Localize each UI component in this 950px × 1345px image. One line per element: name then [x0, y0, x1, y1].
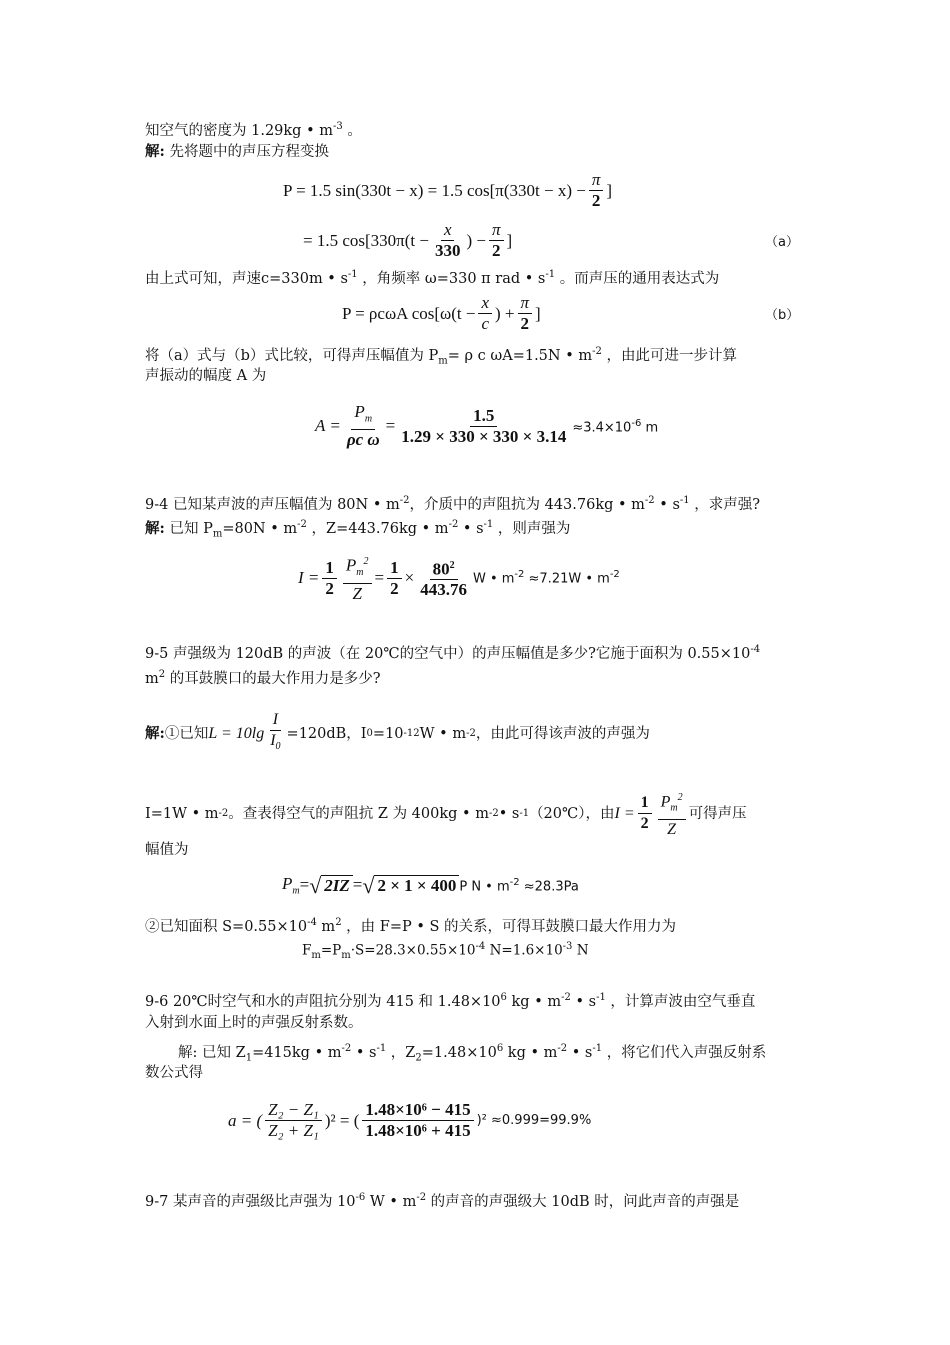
text-line: ②已知面积 $S=0.55\times 10^{-4}$ $m^2$ ，由 F=P • S 的关系，可得耳鼓膜口最大作用力为 — [145, 917, 677, 935]
text-line: 将（a）式与（b）式比较，可得声压幅值为 $P_m= \rho$ c ωA=1.5N • $m^{-2}$ ，由此可进一步计算 — [145, 346, 737, 367]
text-line: 幅值为 — [145, 842, 189, 858]
equation-tag-a: （a） — [765, 235, 799, 250]
equation-tag-b: （b） — [765, 308, 800, 323]
equation-1: P = 1.5 sin(330t − x) = 1.5 cos[π(330t − x) − $\frac{\pi}{2}$ ] — [283, 170, 613, 210]
equation-intensity: I = $\frac{1}{2}$ $\frac{P_m^2}{Z}$ = $\frac{1}{2}$ × $\frac{80^2}{443.76}$ W • $m^{-2} \approx 7.21W$ • $m^{-2}$ — [298, 552, 620, 604]
text-line: 数公式得 — [145, 1065, 203, 1081]
text-line: 入射到水面上时的声强反射系数。 — [145, 1015, 363, 1031]
text-line: 解: 先将题中的声压方程变换 — [145, 143, 329, 160]
equation-amplitude: A = $\frac{P_m}{\text{ρc ω}}$ = $\frac{1.5}{1.29 \times 330 \times 330 \times 3.14}$ $\approx 3.4\times 10^{-6}$ m — [315, 402, 659, 450]
text-line: 9-6 20℃时空气和水的声阻抗分别为 415 和 $1.48\times 10^6$ kg • $m^{-2}$ • $s^{-1}$ ，计算声波由空气垂直 — [145, 992, 756, 1010]
text-line: 知空气的密度为 1.29kg • $m^{-3}$ 。 — [145, 121, 362, 139]
text-line: 由上式可知，声速c=330m • $s^{-1}$ ，角频率 ω=330 π rad • $s^{-1}$ 。而声压的通用表达式为 — [145, 269, 720, 287]
equation-pressure-amplitude: $P_m$ = √ 2IZ = √ 2 × 1 × 400 P N • $m^{-2} \approx 28.3Pa$ — [282, 872, 579, 898]
text-line: $F_m=P_m\cdot S=28.3\times 0.55\times 10^{-4}$ $N=1.6\times 10^{-3}$ N — [302, 941, 589, 962]
equation-2: = 1.5 cos[330π(t − $\frac{x}{330}$ ) − $\frac{\pi}{2}$ ] — [303, 220, 513, 260]
text-line: 声振动的幅度 A 为 — [145, 368, 267, 384]
text-line: I=1W • m -2 。查表得空气的声阻抗 Z 为 400kg • m -2 • s -1 （20℃），由 I = $\frac{1}{2}$ $\frac{P_m^2}{Z}$ 可得声压 — [145, 788, 747, 840]
equation-reflection: a = ( $\frac{\text{Z₂ − Z₁}}{\text{Z₂ + Z₁}}$ )² = ( $\frac{\text{1.48×10⁶ − 415}}{\text{1.48×10⁶ + 415}}$ )² ≈0.999=99.9% — [228, 1100, 592, 1140]
equation-3: P = ρcωA cos[ω(t − $\frac{x}{c}$ ) + $\frac{\pi}{2}$ ] — [342, 293, 541, 333]
text-line: 解: 已知 $P_m=80N$ • $m^{-2}$ ，Z=443.76kg • $m^{-2}$ • $s^{-1}$ ，则声强为 — [145, 519, 571, 540]
text-line: 9-5 声强级为 120dB 的声波（在 20℃的空气中）的声压幅值是多少?它施于面积为 $0.55\times 10^{-4}$ — [145, 644, 761, 662]
text-line: 解: 已知 $Z_1=415kg$ • $m^{-2}$ • $s^{-1}$ ，$Z_2=1.48\times 10^6$ kg • $m^{-2}$ • $s^{-1}$ ，将它们代入声强反射系 — [178, 1043, 767, 1064]
text-line: 9-4 已知某声波的声压幅值为 80N • $m^{-2}$，介质中的声阻抗为 443.76kg • $m^{-2}$ • $s^{-1}$ ，求声强? — [145, 495, 761, 513]
text-line: $m^2$ 的耳鼓膜口的最大作用力是多少? — [145, 669, 381, 687]
text-line: 9-7 某声音的声强级比声强为 $10^{-6}$ W • $m^{-2}$ 的声音的声强级大 10dB 时，问此声音的声强是 — [145, 1192, 740, 1210]
text-line: 解: ①已知 L = 10lg $\frac{I}{I_0}$ =120dB，I 0 =10 -12 W • m -2 ，由此可得该声波的声强为 — [145, 711, 650, 753]
